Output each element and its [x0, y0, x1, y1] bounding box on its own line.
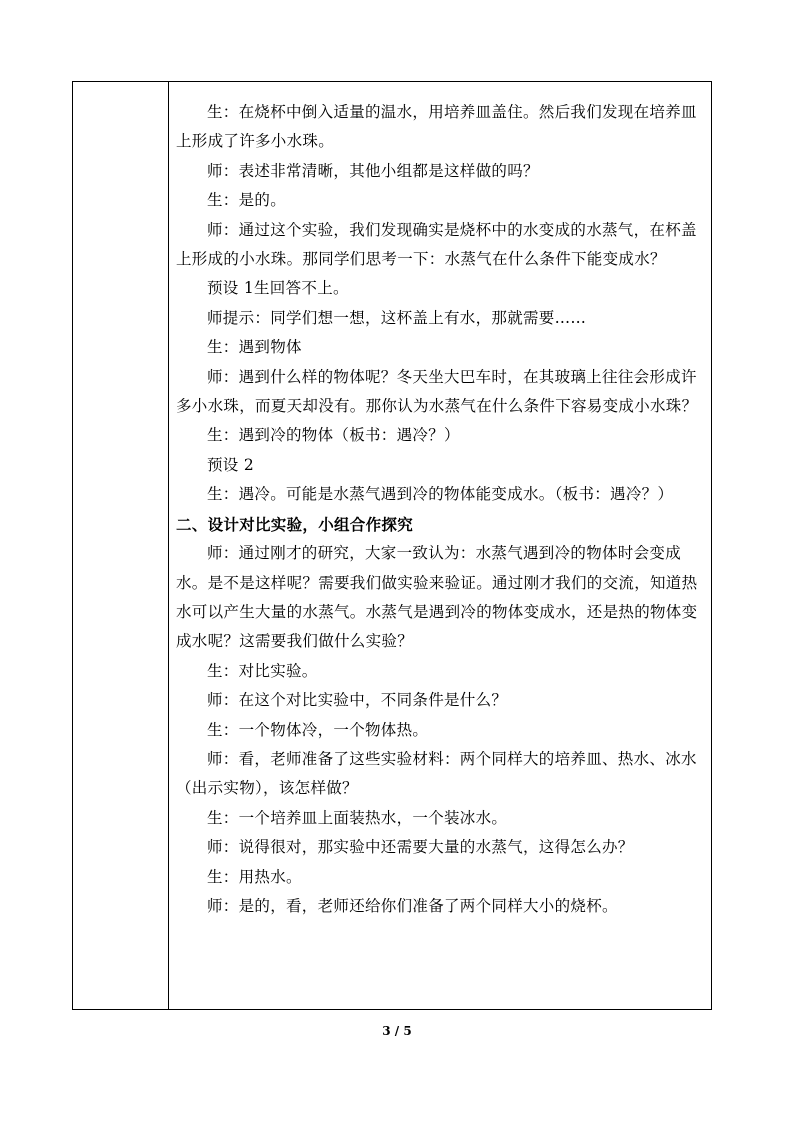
paragraph: 生：在烧杯中倒入适量的温水，用培养皿盖住。然后我们发现在培养皿上形成了许多小水珠。 [176, 103, 697, 151]
paragraph: 师：在这个对比实验中，不同条件是什么？ [207, 691, 508, 710]
lesson-content-cell [176, 98, 703, 921]
paragraph: 师：看，老师准备了这些实验材料：两个同样大的培养皿、热水、冰水（出示实物），该怎样做？ [176, 749, 697, 798]
paragraph: 生：遇到冷的物体（板书：遇冷？） [207, 426, 460, 445]
paragraph: 师：表述非常清晰，其他小组都是这样做的吗？ [207, 161, 539, 180]
paragraph: 师提示：同学们想一想，这杯盖上有水，那就需要…… [207, 308, 587, 327]
paragraph: 生：一个物体冷，一个物体热。 [207, 720, 429, 739]
table-left-column [73, 82, 169, 1009]
paragraph: 师：是的，看，老师还给你们准备了两个同样大小的烧杯。 [207, 896, 618, 915]
paragraph: 师：通过这个实验，我们发现确实是烧杯中的水变成的水蒸气，在杯盖上形成的小水珠。那同学们思考一下：水蒸气在什么条件下能变成水？ [176, 220, 697, 269]
paragraph: 生：用热水。 [207, 867, 302, 886]
paragraph: 生：是的。 [207, 191, 287, 210]
paragraph: 师：说得很对，那实验中还需要大量的水蒸气，这得怎么办？ [207, 838, 634, 857]
paragraph: 生：一个培养皿上面装热水，一个装冰水。 [207, 808, 508, 827]
paragraph: 预设 1生回答不上。 [207, 279, 349, 298]
lesson-table [72, 81, 712, 1010]
paragraph: 预设 2 [207, 455, 254, 474]
page-number: 3 / 5 [382, 1024, 412, 1038]
paragraph: 师：通过刚才的研究，大家一致认为：水蒸气遇到冷的物体时会变成水。是不是这样呢？需要我们做实验来验证。通过刚才我们的交流，知道热水可以产生大量的水蒸气。水蒸气是遇到冷的物体变成水，还是热的物体变成水呢？这需要我们做什么实验？ [176, 544, 698, 651]
paragraph: 师：遇到什么样的物体呢？冬天坐大巴车时，在其玻璃上往往会形成许多小水珠，而夏天却没有。那你认为水蒸气在什么条件下容易变成小水珠？ [176, 367, 698, 416]
paragraph: 生：遇到物体 [207, 338, 302, 357]
section-heading: 二、设计对比实验，小组合作探究 [176, 514, 414, 534]
paragraph: 生：遇冷。可能是水蒸气遇到冷的物体能变成水。（板书：遇冷？） [207, 485, 674, 504]
paragraph: 生：对比实验。 [207, 661, 318, 680]
